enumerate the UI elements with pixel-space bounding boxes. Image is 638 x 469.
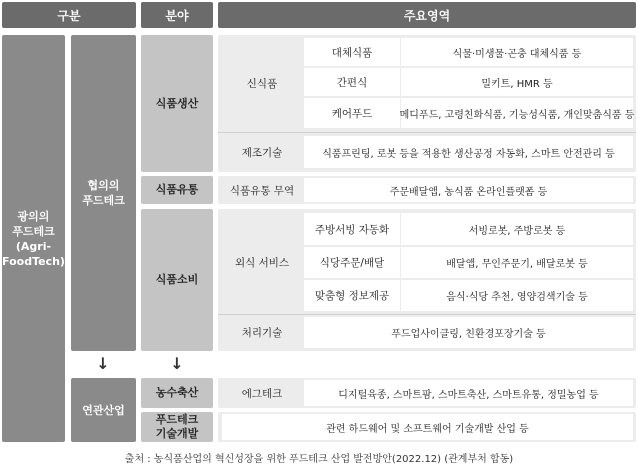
- field-production: 식품생산: [141, 35, 213, 172]
- category-broad: 광의의 푸드테크 (Agri- FoodTech): [2, 35, 65, 442]
- header-field: 분야: [141, 2, 213, 28]
- care-food-desc: 메디푸드, 고령친화식품, 기능성식품, 개인맞춤식품 등: [401, 98, 633, 128]
- processing-label: 처리기술: [241, 327, 283, 339]
- processing-desc: 푸드업사이클링, 친환경포장기술 등: [304, 317, 633, 348]
- new-food-label: 신식품: [246, 77, 278, 90]
- category-narrow: 협의의 푸드테크: [71, 35, 136, 351]
- ordering-label: 식당주문/배달: [304, 247, 400, 278]
- tech-dev-desc: 관련 하드웨어 및 소프트웨어 기술개발 산업 등: [222, 414, 633, 440]
- field-distribution: 식품유통: [141, 176, 213, 204]
- arrow-down-icon: ↓: [96, 353, 110, 373]
- convenience-desc: 밀키트, HMR 등: [401, 68, 633, 96]
- header-category: 구분: [2, 2, 136, 28]
- arrow-down-icon: ↓: [170, 353, 184, 373]
- agritech-label: 에그테크: [241, 387, 283, 400]
- category-related: 연관산업: [71, 378, 136, 442]
- manufacturing-desc: 식품프린팅, 로봇 등을 적용한 생산공정 자동화, 스마트 안전관리 등: [304, 136, 633, 168]
- trade-desc: 주문배달앱, 농식품 온라인플랫폼 등: [304, 178, 633, 202]
- manufacturing-label: 제조기술: [241, 146, 283, 159]
- kitchen-desc: 서빙로봇, 주방로봇 등: [401, 213, 633, 245]
- agritech-desc: 디지털육종, 스마트팜, 스마트축산, 스마트유통, 정밀농업 등: [304, 380, 633, 406]
- alt-food-desc: 식물·미생물·곤충 대체식품 등: [401, 38, 633, 66]
- care-food-label: 케어푸드: [304, 98, 400, 128]
- field-tech-dev: 푸드테크 기술개발: [141, 412, 213, 442]
- dining-label: 외식 서비스: [234, 256, 290, 269]
- header-area: 주요영역: [218, 2, 636, 28]
- trade-label: 식품유통 무역: [229, 184, 295, 197]
- field-consumption: 식품소비: [141, 209, 213, 351]
- convenience-label: 간편식: [304, 68, 400, 96]
- custom-info-desc: 음식·식당 추천, 영양검색기술 등: [401, 280, 633, 311]
- divider: [218, 132, 636, 133]
- kitchen-label: 주방서빙 자동화: [304, 213, 400, 245]
- field-agri: 농수축산: [141, 378, 213, 408]
- divider: [218, 314, 636, 315]
- custom-info-label: 맞춤형 정보제공: [304, 280, 400, 311]
- source-caption: 출처 : 농식품산업의 혁신성장을 위한 푸드테크 산업 발전방안(2022.12) (관계부처 합동): [124, 453, 514, 465]
- alt-food-label: 대체식품: [304, 38, 400, 66]
- ordering-desc: 배달앱, 무인주문기, 배달로봇 등: [401, 247, 633, 278]
